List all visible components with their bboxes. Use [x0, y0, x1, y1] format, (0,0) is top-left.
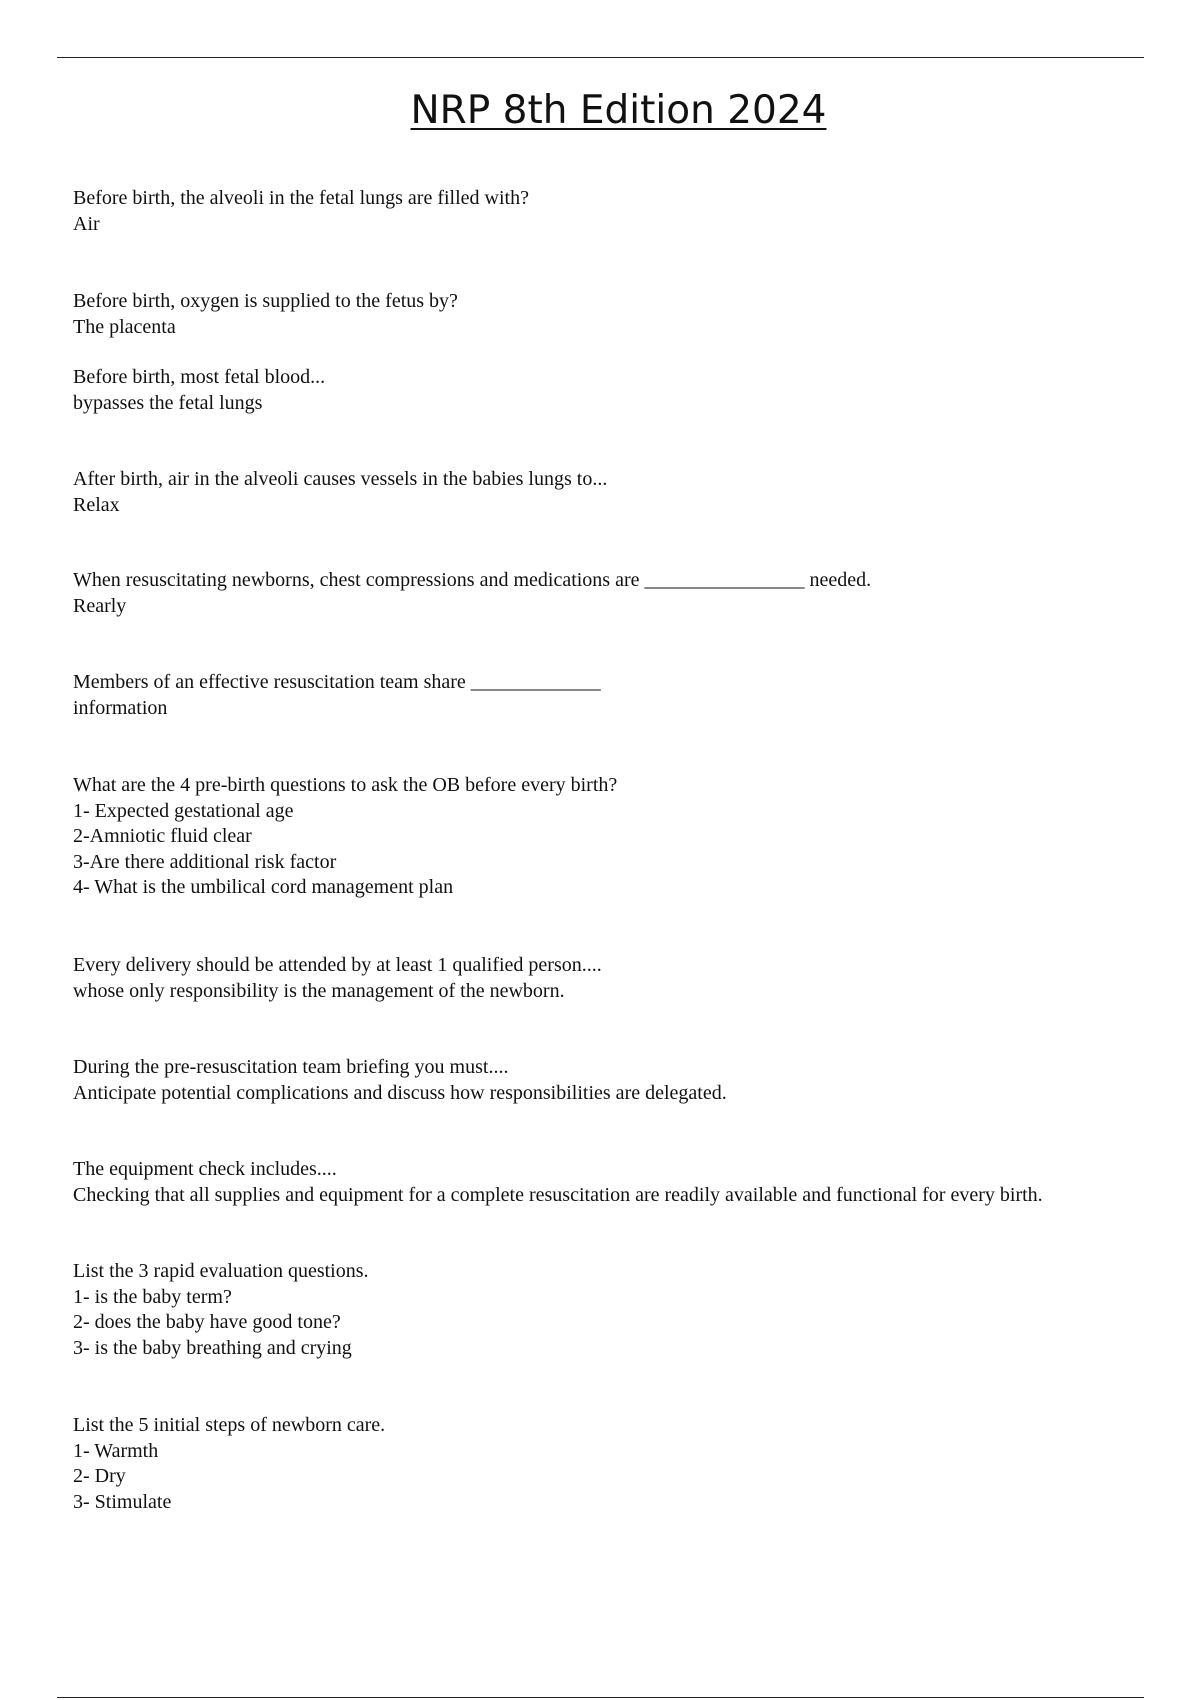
question-text: Every delivery should be attended by at least 1 qualified person.... [73, 954, 602, 976]
answer-line: 1- is the baby term? [73, 1285, 232, 1308]
question-text: Before birth, oxygen is supplied to the fetus by? [73, 290, 458, 312]
qa-item [73, 186, 529, 237]
page-title: NRP 8th Edition 2024 [410, 88, 827, 133]
question-text: Before birth, most fetal blood... [73, 366, 326, 388]
qa-item [73, 1157, 1043, 1208]
qa-item [73, 1055, 727, 1106]
question-text: The equipment check includes.... [73, 1158, 337, 1180]
answer-line: 1- Warmth [73, 1439, 159, 1462]
qa-item [73, 1413, 385, 1515]
qa-item [73, 568, 871, 619]
question-text: List the 5 initial steps of newborn care. [73, 1414, 386, 1436]
answer-line: 2- Dry [73, 1465, 126, 1487]
qa-item [73, 289, 458, 340]
answer-line: information [73, 696, 168, 719]
question-text: When resuscitating newborns, chest compressions and medications are ________________ needed. [73, 569, 872, 591]
answer-line: whose only responsibility is the management of the newborn. [73, 979, 565, 1002]
answer-line: The placenta [73, 315, 176, 338]
qa-item [73, 365, 325, 416]
answer-line: 3-Are there additional risk factor [73, 850, 337, 873]
answer-line: 4- What is the umbilical cord management plan [73, 876, 454, 898]
question-text: Members of an effective resuscitation team share _____________ [73, 671, 601, 693]
answer-line: 3- Stimulate [73, 1490, 172, 1513]
answer-line: 2-Amniotic fluid clear [73, 825, 252, 847]
question-text: What are the 4 pre-birth questions to ask the OB before every birth? [73, 774, 618, 796]
answer-line: Checking that all supplies and equipment for a complete resuscitation are readily available and functional for every birth. [73, 1183, 1043, 1206]
qa-item [73, 467, 607, 518]
qa-item [73, 1259, 369, 1361]
answer-line: 3- is the baby breathing and crying [73, 1336, 352, 1359]
question-text: List the 3 rapid evaluation questions. [73, 1260, 369, 1282]
question-text: After birth, air in the alveoli causes vessels in the babies lungs to... [73, 468, 608, 490]
answer-line: Air [73, 212, 100, 235]
question-text: During the pre-resuscitation team briefing you must.... [73, 1056, 509, 1078]
header-divider [57, 57, 1144, 58]
qa-item [73, 953, 602, 1004]
answer-line: Rearly [73, 594, 127, 617]
footer-divider [57, 1697, 1144, 1698]
answer-line: Anticipate potential complications and discuss how responsibilities are delegated. [73, 1081, 727, 1104]
qa-item [73, 773, 617, 901]
question-text: Before birth, the alveoli in the fetal lungs are filled with? [73, 187, 529, 209]
answer-line: bypasses the fetal lungs [73, 391, 263, 414]
answer-line: 1- Expected gestational age [73, 799, 294, 822]
qa-item [73, 670, 601, 721]
answer-line: Relax [73, 493, 120, 516]
answer-line: 2- does the baby have good tone? [73, 1311, 341, 1333]
